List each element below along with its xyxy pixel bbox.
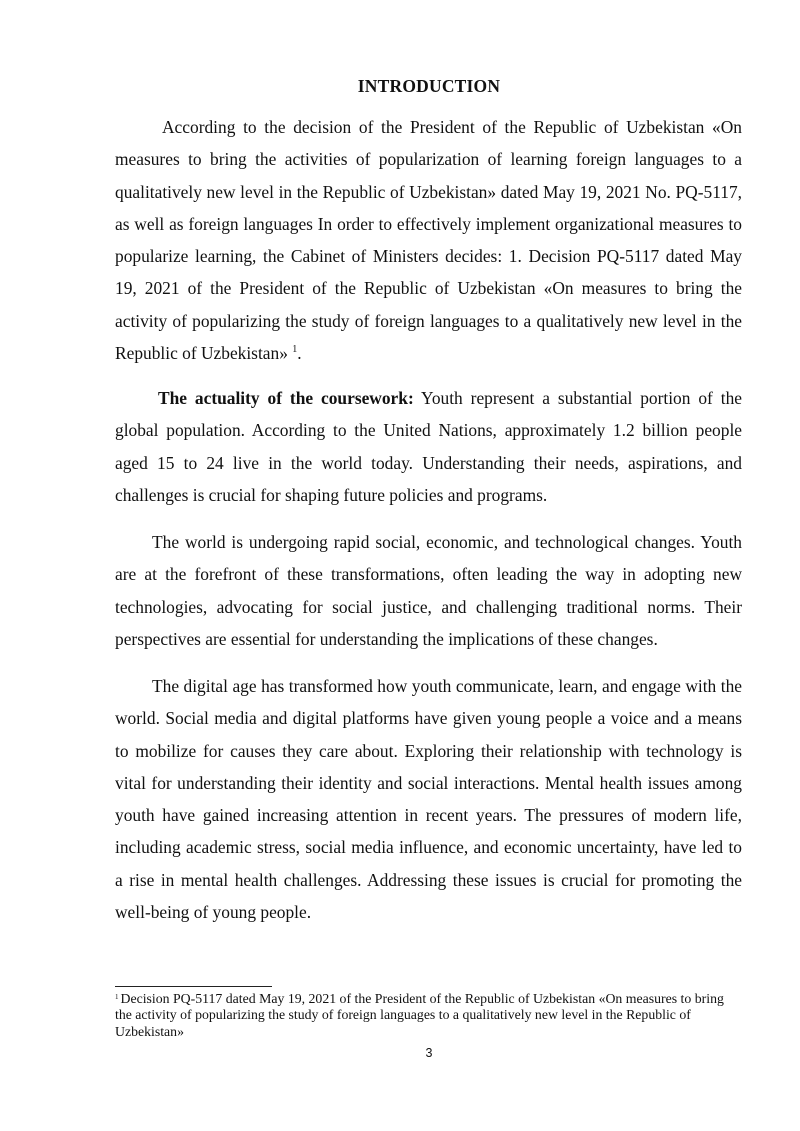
paragraph-digital-age: [115, 670, 742, 928]
footnote: [115, 991, 742, 1040]
paragraph-text: Youth represent a substantial portion of the global population. According to the United Nations, approximately 1.2 billion people aged 15 to 24 live in the world today. Understanding their needs, aspirations, and challenges is crucial for shaping future policies and programs.: [115, 388, 743, 505]
page-title: INTRODUCTION: [357, 76, 501, 96]
paragraph-text: The world is undergoing rapid social, economic, and technological changes. Youth are at the forefront of these transformations, often leading the way in adopting new technologies, advocating for social justice, and challenging traditional norms. Their perspectives are essential for understanding the implications of these changes.: [115, 532, 742, 649]
paragraph-text: According to the decision of the President of the Republic of Uzbekistan «On measures to bring the activities of popularization of learning foreign languages to a qualitatively new level in the Republic of Uzbekistan» dated May 19, 2021 No. PQ-5117, as well as foreign languages In order to effectively implement organizational measures to popularize learning, the Cabinet of Ministers decides: 1. Decision PQ-5117 dated May 19, 2021 of the President of the Republic of Uzbekistan «On measures to bring the activity of popularizing the study of foreign languages to a qualitatively new level in the Republic of Uzbekistan»: [115, 117, 742, 364]
paragraph-text: The digital age has transformed how youth communicate, learn, and engage with the world. Social media and digital platforms have given young people a voice and a means to mobilize for causes they care about. Exploring their relationship with technology is vital for understanding their identity and social interactions. Mental health issues among youth have gained increasing attention in recent years. The pressures of modern life, including academic stress, social media influence, and economic uncertainty, have led to a rise in mental health challenges. Addressing these issues is crucial for promoting the well-being of young people.: [115, 676, 742, 923]
paragraph-lead: The actuality of the coursework:: [158, 388, 414, 408]
paragraph-decision: [115, 111, 742, 369]
footnote-text: Decision PQ-5117 dated May 19, 2021 of the President of the Republic of Uzbekistan «On measures to bring the activity of popularizing the study of foreign languages to a qualitatively new level in the Republic of Uzbekistan»: [115, 991, 724, 1039]
footnote-marker: 1: [115, 993, 119, 1001]
footnote-reference[interactable]: 1: [292, 344, 298, 356]
paragraph-end: .: [297, 343, 302, 364]
page-number: 3: [425, 1046, 433, 1060]
paragraph-actuality: [115, 382, 742, 511]
footnote-divider: [115, 986, 272, 987]
paragraph-changes: [115, 526, 742, 655]
